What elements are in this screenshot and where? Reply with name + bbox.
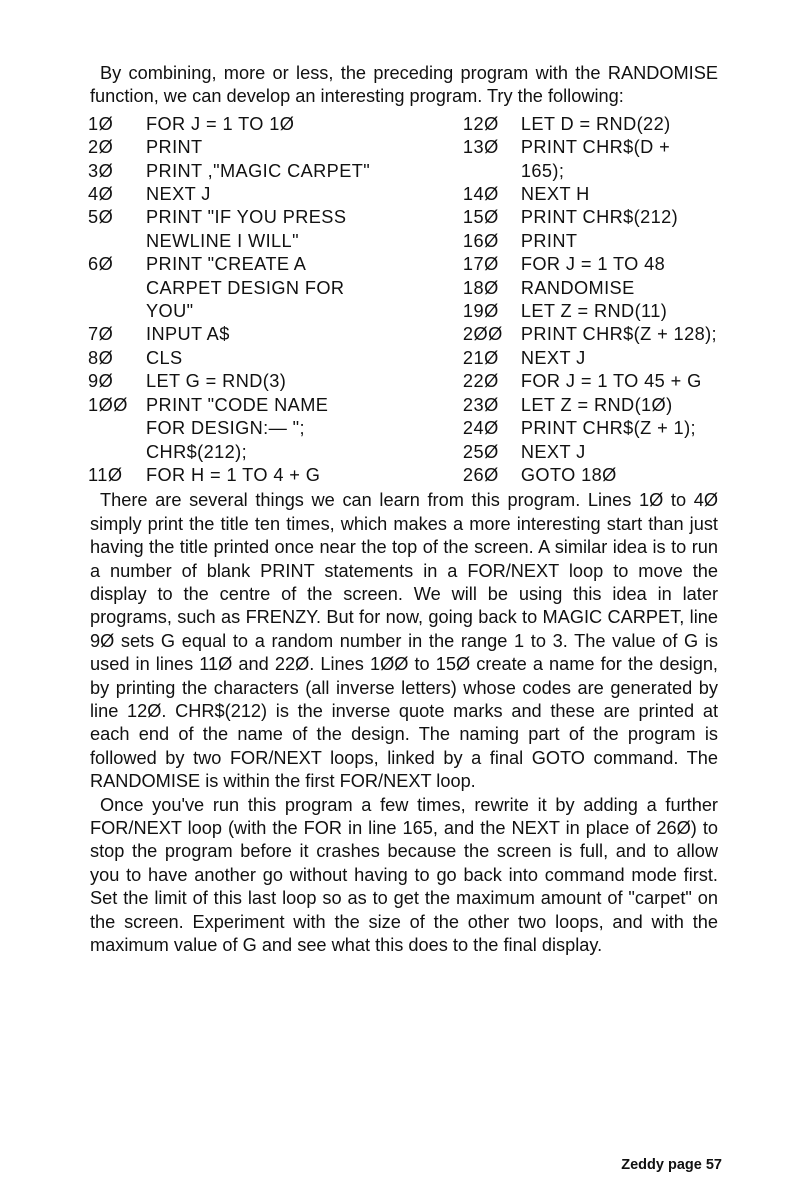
line-number: 19Ø (462, 301, 499, 322)
exercise-paragraph: Once you've run this program a few times, rewrite it by adding a further FOR/NEXT loop (with the FOR in line 165, and the NEXT in place of 26Ø) to stop the program before it crashes because the screen is full, and to allow you to have another go without having to go back into command mode first. Set the limit of this last loop so as to get the maximum amount of "carpet" on the screen. Experiment with the size of the other two loops, and with the maximum value of G and see what this does to the final display. (90, 794, 718, 956)
line-code: FOR DESIGN:— "; (146, 418, 305, 439)
line-code: PRINT CHR$(Z + 128); (520, 324, 718, 345)
listing-line (463, 347, 718, 370)
line-code: FOR J = 1 TO 48 (520, 254, 666, 275)
listing-line (88, 113, 463, 136)
line-code: PRINT "CREATE A (146, 254, 307, 275)
listing-line (463, 277, 718, 300)
line-number: 14Ø (462, 184, 499, 205)
line-code: LET D = RND(22) (520, 113, 671, 134)
listing-line (463, 230, 718, 253)
line-number: 18Ø (462, 277, 499, 298)
line-number: 8Ø (88, 347, 114, 368)
line-number: 23Ø (462, 394, 499, 415)
listing-line (463, 323, 718, 346)
line-number: 11Ø (88, 464, 123, 485)
listing-line (463, 113, 718, 136)
listing-line (88, 347, 463, 370)
listing-line (88, 160, 463, 183)
line-code: PRINT CHR$(D + 165); (520, 137, 671, 181)
line-code: YOU" (146, 301, 194, 322)
listing-line (463, 206, 718, 229)
line-code: INPUT A$ (146, 324, 230, 345)
line-code: NEXT J (146, 184, 211, 205)
line-number: 21Ø (462, 347, 499, 368)
listing-line (88, 230, 463, 253)
intro-paragraph: By combining, more or less, the preceding program with the RANDOMISE function, we can develop an interesting program. Try the following: (90, 63, 718, 107)
listing-line (88, 300, 463, 323)
line-code: CLS (146, 347, 183, 368)
listing-line (88, 136, 463, 159)
listing-line (88, 394, 463, 417)
line-code: FOR J = 1 TO 1Ø (146, 113, 295, 134)
line-code: GOTO 18Ø (520, 464, 617, 485)
line-number: 16Ø (462, 230, 499, 251)
listing-line (88, 183, 463, 206)
line-number: 2ØØ (462, 324, 503, 345)
listing-left-column (88, 113, 463, 488)
line-code: FOR J = 1 TO 45 + G (520, 371, 702, 392)
line-number: 12Ø (462, 113, 499, 134)
listing-line (88, 417, 463, 440)
line-number: 22Ø (462, 371, 499, 392)
line-code: PRINT CHR$(Z + 1); (520, 418, 696, 439)
line-number: 15Ø (462, 207, 499, 228)
line-number: 24Ø (462, 418, 499, 439)
listing-line (88, 323, 463, 346)
line-code: PRINT "CODE NAME (146, 394, 329, 415)
line-code: RANDOMISE (520, 277, 635, 298)
listing-line (463, 136, 718, 183)
body-text (90, 489, 718, 957)
line-number: 6Ø (88, 254, 114, 275)
line-code: LET Z = RND(1Ø) (520, 394, 673, 415)
listing-line (463, 300, 718, 323)
line-number: 13Ø (462, 137, 499, 158)
line-code: FOR H = 1 TO 4 + G (146, 464, 321, 485)
listing-line (88, 464, 463, 487)
listing-line (463, 183, 718, 206)
line-code: CARPET DESIGN FOR (146, 277, 345, 298)
line-number: 1ØØ (88, 394, 128, 415)
line-number: 9Ø (88, 371, 114, 392)
program-listing (88, 113, 718, 488)
line-code: NEWLINE I WILL" (146, 230, 299, 251)
line-code: NEXT H (520, 184, 590, 205)
line-code: PRINT CHR$(212) (520, 207, 679, 228)
page-content (90, 62, 718, 957)
line-number: 25Ø (462, 441, 499, 462)
line-code: NEXT J (520, 441, 586, 462)
line-code: NEXT J (520, 347, 586, 368)
explanation-paragraph: There are several things we can learn from this program. Lines 1Ø to 4Ø simply print the title ten times, which makes a more interesting start than just having the title printed once near the top of the screen. A similar idea is to run a number of blank PRINT statements in a FOR/NEXT loop to move the display to the centre of the screen. We will be using this idea in later programs, such as FRENZY. But for now, going back to MAGIC CARPET, line 9Ø sets G equal to a random number in the range 1 to 3. The value of G is used in lines 11Ø and 22Ø. Lines 1ØØ to 15Ø create a name for the design, by printing the characters (all inverse letters) whose codes are generated by line 12Ø. CHR$(212) is the inverse quote marks and these are printed at each end of the name of the design. The naming part of the program is followed by two FOR/NEXT loops, linked by a final GOTO command. The RANDOMISE is within the first FOR/NEXT loop. (90, 490, 718, 792)
line-code: PRINT (520, 230, 578, 251)
line-number: 17Ø (462, 254, 499, 275)
line-code: LET G = RND(3) (146, 371, 287, 392)
listing-line (463, 464, 718, 487)
line-number: 3Ø (88, 160, 114, 181)
line-code: CHR$(212); (146, 441, 248, 462)
listing-line (88, 441, 463, 464)
intro-section (90, 62, 718, 109)
listing-line (88, 253, 463, 276)
line-number: 26Ø (462, 464, 499, 485)
line-number: 7Ø (88, 324, 114, 345)
line-code: PRINT ,"MAGIC CARPET" (146, 160, 371, 181)
listing-right-column (463, 113, 718, 488)
page-footer: Zeddy page 57 (621, 1157, 722, 1173)
listing-line (88, 277, 463, 300)
line-number: 2Ø (88, 137, 114, 158)
listing-line (463, 441, 718, 464)
line-code: PRINT (146, 137, 203, 158)
listing-line (463, 394, 718, 417)
listing-line (463, 417, 718, 440)
listing-line (88, 206, 463, 229)
listing-line (463, 370, 718, 393)
line-number: 4Ø (88, 184, 114, 205)
line-code: PRINT "IF YOU PRESS (146, 207, 347, 228)
line-number: 1Ø (88, 113, 114, 134)
listing-line (463, 253, 718, 276)
line-number: 5Ø (88, 207, 114, 228)
line-code: LET Z = RND(11) (520, 301, 668, 322)
listing-line (88, 370, 463, 393)
